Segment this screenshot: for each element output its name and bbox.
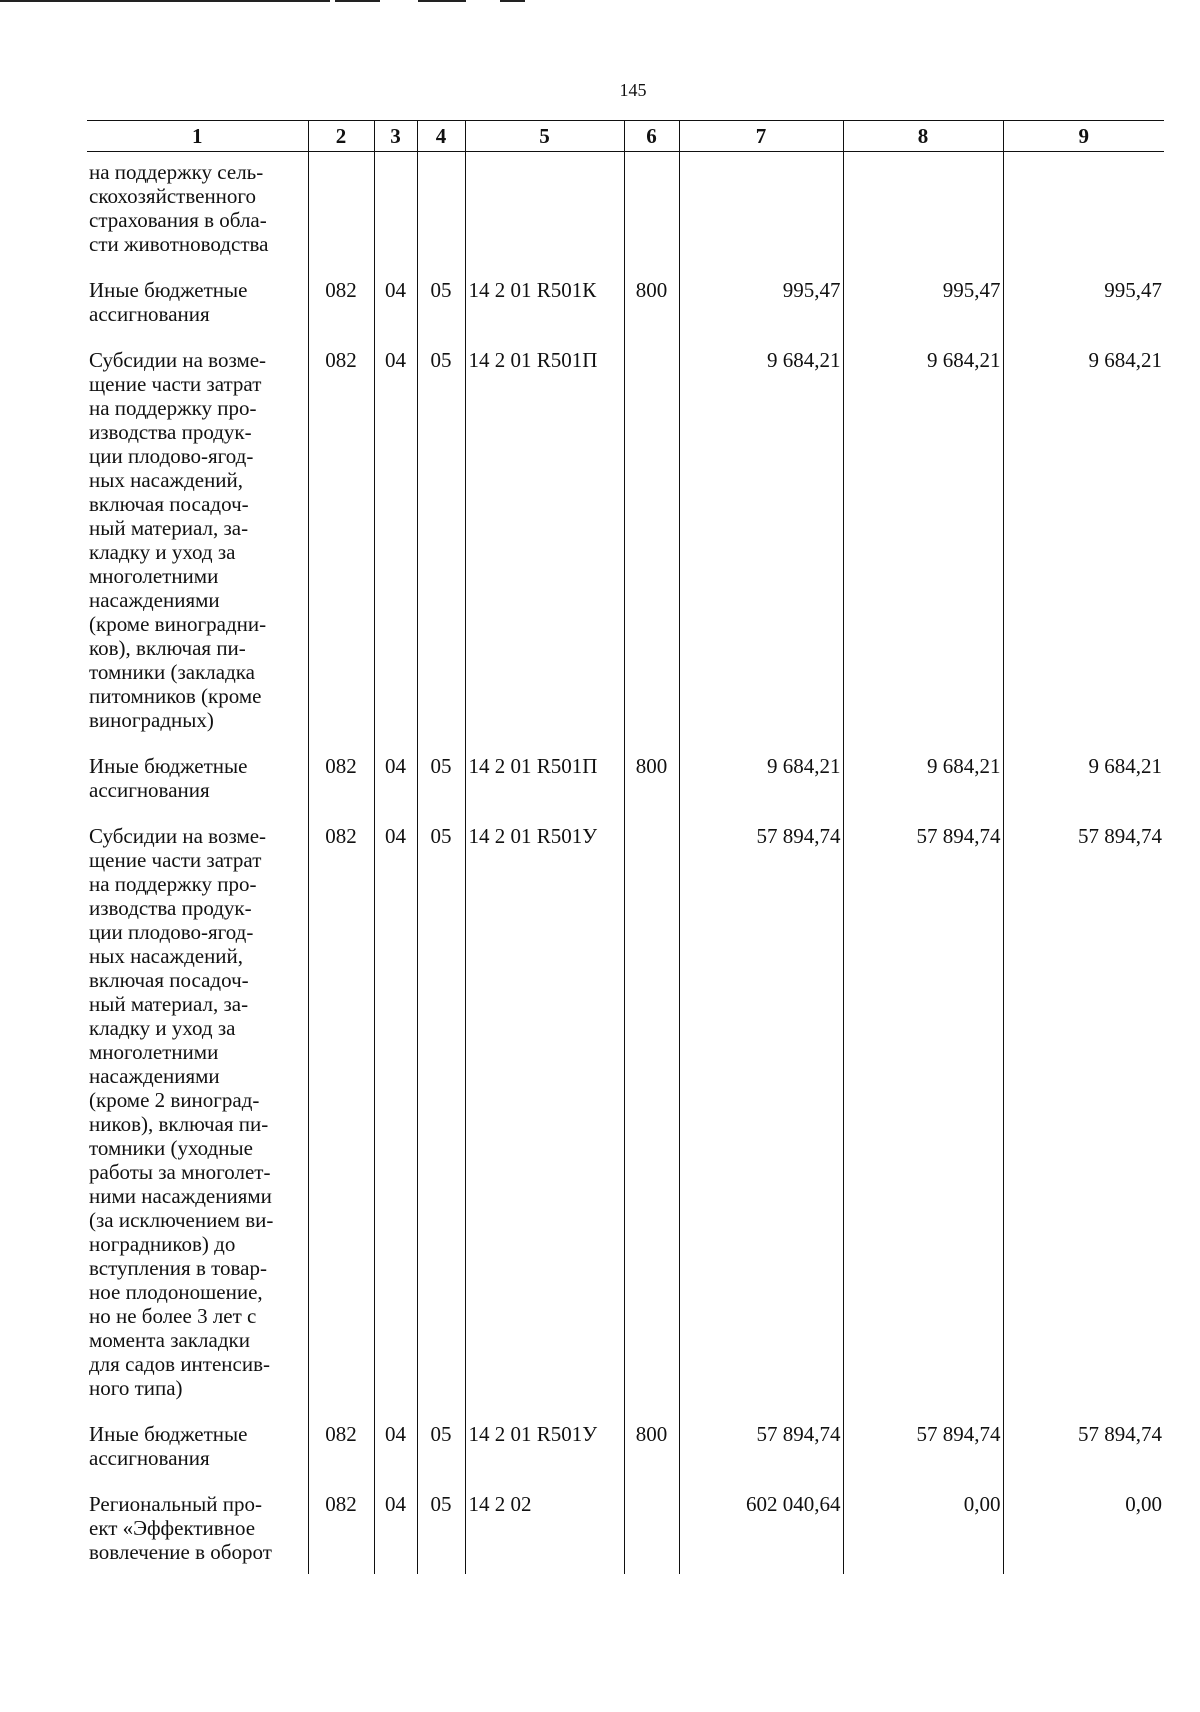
cell-amount-9 [1003,152,1164,267]
cell-target-article: 14 2 01 R501П [465,336,624,742]
cell-amount-9: 9 684,21 [1003,742,1164,812]
cell-expense-type [624,336,679,742]
column-header: 1 [87,121,308,152]
table-row [87,812,1164,1410]
cell-target-article: 14 2 01 R501К [465,266,624,336]
cell-ministry: 082 [308,742,374,812]
cell-target-article [465,152,624,267]
cell-amount-7: 57 894,74 [679,1410,843,1480]
cell-amount-7: 9 684,21 [679,336,843,742]
scan-artifact-line [335,0,380,2]
row-name: Региональный про- ект «Эффективное вовлечение в оборот [89,1492,272,1564]
column-header: 2 [308,121,374,152]
table-row [87,266,1164,336]
cell-amount-7: 995,47 [679,266,843,336]
table-row [87,152,1164,267]
table-row [87,1480,1164,1574]
cell-amount-7: 602 040,64 [679,1480,843,1574]
table-header-row [87,121,1164,152]
cell-subsection: 05 [417,336,465,742]
cell-subsection: 05 [417,1410,465,1480]
cell-expense-type: 800 [624,1410,679,1480]
column-header: 9 [1003,121,1164,152]
cell-amount-9: 57 894,74 [1003,812,1164,1410]
cell-subsection: 05 [417,742,465,812]
cell-ministry: 082 [308,336,374,742]
cell-target-article: 14 2 01 R501У [465,1410,624,1480]
cell-amount-8: 57 894,74 [843,812,1003,1410]
column-header: 7 [679,121,843,152]
row-name: Иные бюджетные ассигнования [89,754,248,802]
cell-amount-9: 57 894,74 [1003,1410,1164,1480]
cell-amount-8: 9 684,21 [843,742,1003,812]
cell-section [374,152,417,267]
cell-ministry: 082 [308,812,374,1410]
cell-target-article: 14 2 01 R501П [465,742,624,812]
cell-section: 04 [374,1480,417,1574]
column-header: 4 [417,121,465,152]
cell-amount-9: 9 684,21 [1003,336,1164,742]
cell-section: 04 [374,812,417,1410]
cell-ministry: 082 [308,1480,374,1574]
cell-target-article: 14 2 01 R501У [465,812,624,1410]
cell-section: 04 [374,1410,417,1480]
cell-target-article: 14 2 02 [465,1480,624,1574]
cell-amount-8: 995,47 [843,266,1003,336]
row-name: Субсидии на возме- щение части затрат на поддержку про- изводства продук- ции плодово-ягод- ных насаждений, включая посадоч- ный материал, за- кладку и уход за многолетними насаждениями (кроме виноградни- ков), включая пи- томники (закладка питомников (кроме виноградных) [89,348,267,732]
cell-expense-type [624,812,679,1410]
cell-amount-7 [679,152,843,267]
scan-artifact-line [418,0,466,2]
table-row [87,742,1164,812]
cell-subsection: 05 [417,812,465,1410]
column-header: 5 [465,121,624,152]
budget-table [87,120,1164,1574]
cell-amount-8 [843,152,1003,267]
cell-amount-8: 9 684,21 [843,336,1003,742]
scan-artifact-line [500,0,525,2]
cell-expense-type: 800 [624,742,679,812]
cell-amount-7: 57 894,74 [679,812,843,1410]
cell-section: 04 [374,336,417,742]
cell-section: 04 [374,742,417,812]
row-name: Субсидии на возме- щение части затрат на поддержку про- изводства продук- ции плодово-ягод- ных насаждений, включая посадоч- ный материал, за- кладку и уход за многолетними насаждениями (кроме 2 виноград- ников), включая пи- томники (уходные работы за многолет- ними насаждениями (за исключением ви- ноградников) до вступления в товар- ное плодоношение, но не более 3 лет с момента закладки для садов интенсив- ного типа) [89,824,274,1400]
page-number: 145 [619,80,647,100]
cell-ministry [308,152,374,267]
cell-subsection: 05 [417,1480,465,1574]
cell-expense-type [624,1480,679,1574]
cell-subsection: 05 [417,266,465,336]
cell-amount-9: 995,47 [1003,266,1164,336]
cell-section: 04 [374,266,417,336]
cell-amount-8: 0,00 [843,1480,1003,1574]
cell-amount-9: 0,00 [1003,1480,1164,1574]
row-name: Иные бюджетные ассигнования [89,278,248,326]
column-header: 8 [843,121,1003,152]
table-row [87,336,1164,742]
row-name: на поддержку сель- скохозяйственного страхования в обла- сти животноводства [89,160,269,256]
cell-subsection [417,152,465,267]
cell-ministry: 082 [308,1410,374,1480]
cell-amount-7: 9 684,21 [679,742,843,812]
cell-expense-type [624,152,679,267]
scan-artifact-line [0,0,330,2]
table-row [87,1410,1164,1480]
cell-amount-8: 57 894,74 [843,1410,1003,1480]
column-header: 6 [624,121,679,152]
column-header: 3 [374,121,417,152]
row-name: Иные бюджетные ассигнования [89,1422,248,1470]
cell-expense-type: 800 [624,266,679,336]
cell-ministry: 082 [308,266,374,336]
